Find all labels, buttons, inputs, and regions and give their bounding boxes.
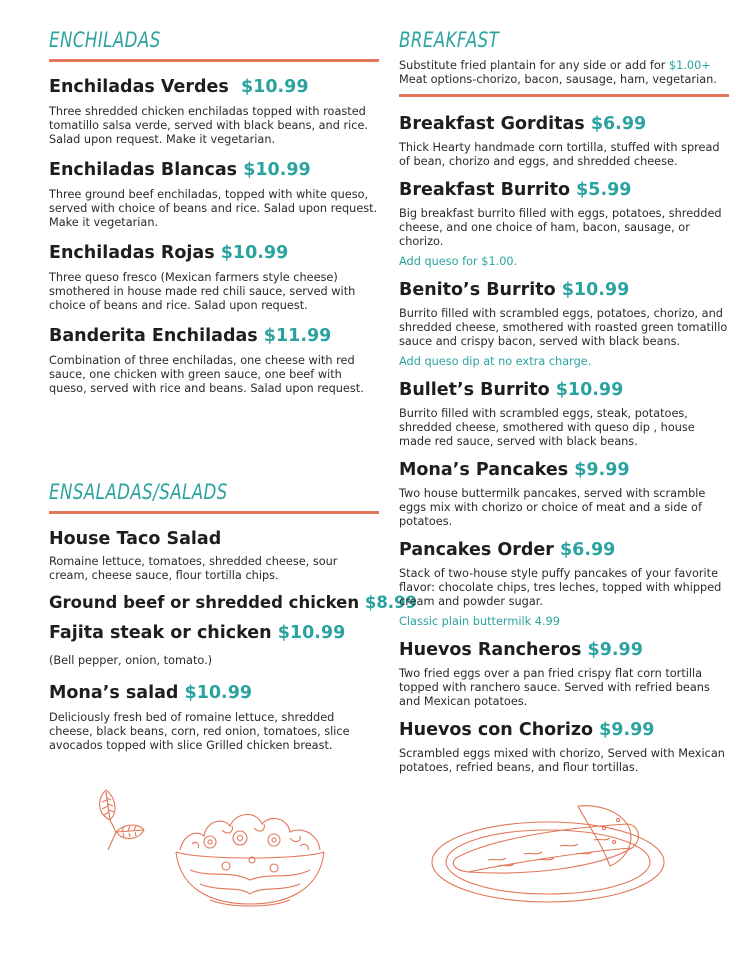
item-description: Romaine lettuce, tomatoes, shredded cheese, sour cream, cheese sauce, flour tortilla chips. xyxy=(49,555,338,582)
menu-item-fajita xyxy=(49,622,379,668)
breakfast-intro: Substitute fried plantain for any side or add for $1.00+ Meat options-chorizo, bacon, sausage, ham, vegetarian. xyxy=(399,59,717,86)
item-name: Breakfast Burrito xyxy=(399,180,571,200)
item-price: $11.99 xyxy=(263,326,332,346)
item-description: (Bell pepper, onion, tomato.) xyxy=(49,654,213,667)
item-description: Scrambled eggs mixed with chorizo, Served with Mexican potatoes, refried beans, and flour tortillas. xyxy=(399,747,725,774)
item-description: Stack of two-house style puffy pancakes of your favorite flavor: chocolate chips, tres leches, topped with whipped cream and powder sugar. xyxy=(399,567,722,608)
quesadilla-plate-icon xyxy=(428,800,668,910)
item-name: Pancakes Order xyxy=(399,540,554,560)
menu-item-breakfast xyxy=(399,539,729,629)
item-name: Mona’s salad xyxy=(49,683,179,703)
item-price: $10.99 xyxy=(184,683,253,703)
enchiladas-heading: ENCHILADAS xyxy=(49,28,161,52)
item-description: Burrito filled with scrambled eggs, potatoes, chorizo, and shredded cheese, smothered with roasted green tomatillo sauce and crispy bacon, served with black beans. xyxy=(399,307,728,348)
item-price: $9.99 xyxy=(587,640,643,660)
item-name: Banderita Enchiladas xyxy=(49,326,258,346)
leaf-icon xyxy=(92,786,152,856)
item-price: $10.99 xyxy=(220,243,289,263)
item-description: Two house buttermilk pancakes, served with scramble eggs mix with chorizo or choice of meat and a side of potatoes. xyxy=(399,487,706,528)
item-price: $6.99 xyxy=(559,540,616,560)
item-description: Thick Hearty handmade corn tortilla, stuffed with spread of bean, chorizo and eggs, and shredded cheese. xyxy=(399,141,720,168)
menu-item-breakfast xyxy=(399,459,729,529)
breakfast-list xyxy=(399,113,729,775)
item-name: Benito’s Burrito xyxy=(399,280,556,300)
item-description: Burrito filled with scrambled eggs, steak, potatoes, shredded cheese, smothered with queso dip , house made red sauce, served with black beans. xyxy=(399,407,695,448)
item-description: Three queso fresco (Mexican farmers style cheese) smothered in house made red chili sauce, served with choice of beans and rice. Salad upon request. xyxy=(49,271,356,312)
item-description: Combination of three enchiladas, one cheese with red sauce, one chicken with green sauce, one beef with queso, served with rice and beans. Salad upon request. xyxy=(49,354,364,395)
item-name: Enchiladas Blancas xyxy=(49,160,238,180)
item-name: Breakfast Gorditas xyxy=(399,114,585,134)
item-name: Ground beef or shredded chicken xyxy=(49,593,360,612)
item-price: $10.99 xyxy=(555,380,624,400)
item-note: Classic plain buttermilk 4.99 xyxy=(399,615,560,628)
item-price: $10.99 xyxy=(240,77,309,97)
item-name: Bullet’s Burrito xyxy=(399,380,550,400)
menu-item-monas-salad xyxy=(49,682,379,753)
item-description: Big breakfast burrito filled with eggs, potatoes, shredded cheese, and one choice of ham, bacon, sausage, or chorizo. xyxy=(399,207,722,248)
item-price: $9.99 xyxy=(599,720,655,740)
salad-bowl-icon xyxy=(170,800,330,910)
item-price: $10.99 xyxy=(243,160,311,180)
salads-heading: ENSALADAS/SALADS xyxy=(49,480,228,504)
item-note: Add queso for $1.00. xyxy=(399,255,518,268)
item-description: Deliciously fresh bed of romaine lettuce, shredded cheese, black beans, corn, red onion, tomatoes, slice avocados topped with slice Grilled chicken breast. xyxy=(49,711,350,752)
menu-item-enchiladas-verdes xyxy=(49,76,379,147)
item-name: House Taco Salad xyxy=(49,529,222,549)
section-divider xyxy=(49,511,379,514)
item-price: $10.99 xyxy=(561,280,630,300)
menu-item-breakfast xyxy=(399,113,729,169)
menu-item-breakfast xyxy=(399,719,729,775)
menu-item-banderita-enchiladas xyxy=(49,325,379,396)
section-divider xyxy=(49,59,379,62)
item-name: Enchiladas Verdes xyxy=(49,77,229,97)
menu-item-breakfast xyxy=(399,179,729,269)
menu-item-ground-beef xyxy=(49,592,418,614)
item-name: Mona’s Pancakes xyxy=(399,460,569,480)
salads-section xyxy=(49,478,418,753)
menu-item-breakfast xyxy=(399,279,729,369)
item-price: $6.99 xyxy=(590,114,647,134)
item-price: $9.99 xyxy=(574,460,630,480)
section-divider xyxy=(399,94,729,97)
menu-item-enchiladas-blancas xyxy=(49,159,379,230)
item-price: $5.99 xyxy=(576,180,632,200)
intro-price: $1.00+ xyxy=(668,59,711,72)
item-price: $8.99 xyxy=(364,593,418,612)
left-column xyxy=(49,22,379,396)
item-name: Enchiladas Rojas xyxy=(49,243,215,263)
menu-item-house-taco-salad xyxy=(49,528,379,583)
item-name: Huevos con Chorizo xyxy=(399,720,594,740)
item-description: Three ground beef enchiladas, topped with white queso, served with choice of beans and rice. Salad upon request. Make it vegetarian. xyxy=(49,188,378,229)
right-column xyxy=(399,22,729,775)
item-description: Three shredded chicken enchiladas topped with roasted tomatillo salsa verde, served with black beans, and rice. Salad upon request. Make it vegetarian. xyxy=(49,105,369,146)
item-description: Two fried eggs over a pan fried crispy flat corn tortilla topped with ranchero sauce. Served with refried beans and Mexican potatoes. xyxy=(399,667,710,708)
menu-item-enchiladas-rojas xyxy=(49,242,379,313)
item-name: Fajita steak or chicken xyxy=(49,623,272,643)
item-name: Huevos Rancheros xyxy=(399,640,582,660)
breakfast-heading: BREAKFAST xyxy=(399,28,500,52)
menu-item-breakfast xyxy=(399,379,729,449)
item-note: Add queso dip at no extra charge. xyxy=(399,355,592,368)
item-price: $10.99 xyxy=(277,623,346,643)
menu-item-breakfast xyxy=(399,639,729,709)
